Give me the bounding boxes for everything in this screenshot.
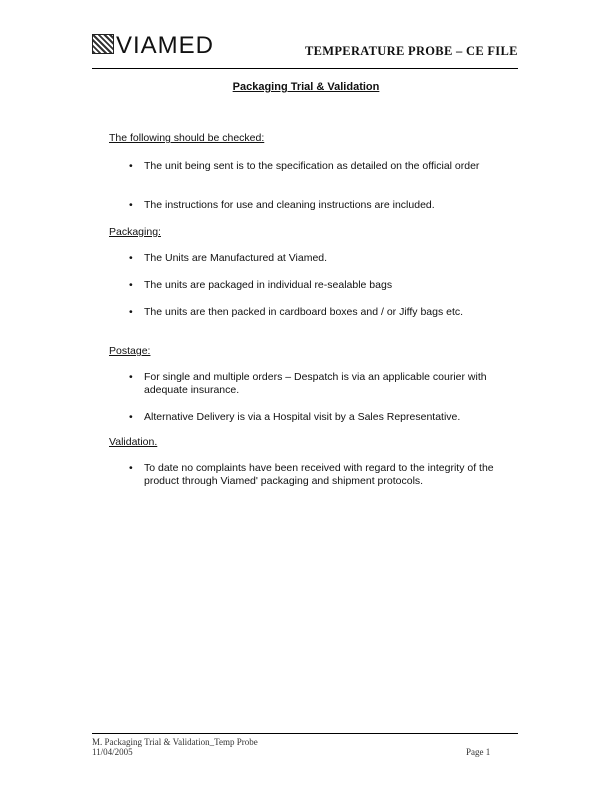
- viamed-logo: [92, 32, 214, 60]
- section-title: The following should be checked:: [109, 132, 265, 144]
- list-item: • The unit being sent is to the specification as detailed on the official order: [129, 160, 499, 173]
- list-item-text: The instructions for use and cleaning instructions are included.: [144, 199, 435, 211]
- list-item: • The instructions for use and cleaning instructions are included.: [129, 199, 499, 212]
- section-title: Postage:: [109, 345, 151, 357]
- logo-text: VIAMED: [116, 32, 215, 59]
- list-item-text: For single and multiple orders – Despatch is via an applicable courier with adequate insurance.: [144, 371, 487, 396]
- list-item: • Alternative Delivery is via a Hospital visit by a Sales Representative.: [129, 411, 499, 424]
- list-item-text: Alternative Delivery is via a Hospital visit by a Sales Representative.: [144, 411, 461, 423]
- list-item-text: The units are packaged in individual re-sealable bags: [144, 279, 393, 291]
- footer-page-number: Page 1: [466, 747, 491, 757]
- list-item: • The Units are Manufactured at Viamed.: [129, 252, 499, 265]
- footer-rule: [92, 733, 518, 734]
- list-item: • The units are packaged in individual re-sealable bags: [129, 279, 499, 292]
- logo-mark-icon: [92, 34, 114, 54]
- footer-filename: M. Packaging Trial & Validation_Temp Probe: [92, 737, 258, 747]
- list-item-text: To date no complaints have been received with regard to the integrity of the product through Viamed' packaging and shipment protocols.: [144, 462, 494, 487]
- document-title: TEMPERATURE PROBE – CE FILE: [305, 44, 518, 58]
- list-item: • The units are then packed in cardboard boxes and / or Jiffy bags etc.: [129, 306, 499, 319]
- list-item-text: The unit being sent is to the specification as detailed on the official order: [144, 160, 480, 172]
- list-item: • For single and multiple orders – Despatch is via an applicable courier with adequate insurance.: [129, 371, 499, 397]
- section-title: Packaging:: [109, 226, 161, 238]
- section-title: Validation.: [109, 436, 158, 448]
- list-item: • To date no complaints have been received with regard to the integrity of the product through Viamed' packaging and shipment protocols.: [129, 462, 499, 488]
- footer-date: 11/04/2005: [92, 747, 133, 757]
- list-item-text: The Units are Manufactured at Viamed.: [144, 252, 328, 264]
- header-rule: [92, 68, 518, 69]
- list-item-text: The units are then packed in cardboard boxes and / or Jiffy bags etc.: [144, 306, 464, 318]
- page-heading: Packaging Trial & Validation: [232, 81, 380, 93]
